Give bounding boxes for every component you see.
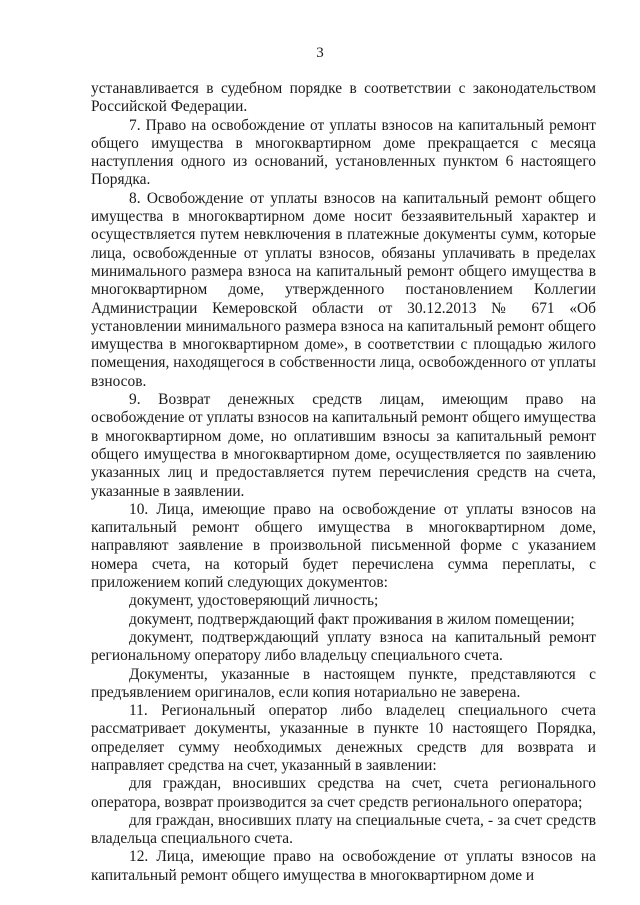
paragraph-clause-11: 11. Региональный оператор либо владелец специального счета рассматривает документы, указанные в пункте 10 настоящего Порядка, определяет сумму необходимых денежных средств для возврата и направляет средства на счет, указанный в заявлении:: [91, 702, 596, 774]
list-item-special-account: для граждан, вносивших плату на специальные счета, - за счет средств владельца специального счета.: [91, 811, 596, 848]
paragraph-continuation: устанавливается в судебном порядке в соответствии с законодательством Российской Федерации.: [91, 80, 596, 116]
list-item-regional-operator: для граждан, вносивших средства на счет, счета регионального оператора, возврат производится за счет средств регионального оператора;: [91, 775, 596, 811]
page-number: 3: [316, 45, 324, 61]
paragraph-clause-7: 7. Право на освобождение от уплаты взносов на капитальный ремонт общего имущества в многоквартирном доме прекращается с месяца наступления одного из оснований, установленных пунктом 6 настоящего Порядка.: [91, 116, 596, 189]
list-item-document-identity: документ, удостоверяющий личность;: [129, 592, 379, 610]
paragraph-documents-originals: Документы, указанные в настоящем пункте, представляются с предъявлением оригиналов, если копия нотариально не заверена.: [91, 665, 596, 701]
document-body: [91, 80, 596, 885]
paragraph-clause-10: 10. Лица, имеющие право на освобождение от уплаты взносов на капитальный ремонт общего имущества в многоквартирном доме, направляют заявление в произвольной письменной форме с указанием номера счета, на который будет перечислена сумма переплаты, с приложением копий следующих документов:: [91, 500, 596, 592]
paragraph-clause-9: 9. Возврат денежных средств лицам, имеющим право на освобождение от уплаты взносов на капитальный ремонт общего имущества в многоквартирном доме, но оплатившим взносы за капитальный ремонт общего имущества в многоквартирном доме, осуществляется по заявлению указанных лиц и предоставляется путем перечисления средств на счета, указанные в заявлении.: [91, 391, 596, 500]
paragraph-clause-8: 8. Освобождение от уплаты взносов на капитальный ремонт общего имущества в многоквартирном доме носит беззаявительный характер и осуществляется путем невключения в платежные документы сумм, которые лица, освобожденные от уплаты взносов, обязаны уплачивать в пределах минимального размера взноса на капитальный ремонт общего имущества в многоквартирном доме, утвержденного постановлением Коллегии Администрации Кемеровской области от 30.12.2013 № 671 «Об установлении минимального размера взноса на капитальный ремонт общего имущества в многоквартирном доме», в соответствии с площадью жилого помещения, находящегося в собственности лица, освобожденного от уплаты взносов.: [91, 189, 596, 390]
paragraph-clause-12: 12. Лица, имеющие право на освобождение от уплаты взносов на капитальный ремонт общего имущества в многоквартирном доме и: [91, 848, 596, 884]
list-item-document-residence: документ, подтверждающий факт проживания в жилом помещении;: [129, 610, 575, 628]
list-item-document-payment: документ, подтверждающий уплату взноса на капитальный ремонт региональному оператору либо владельцу специального счета.: [91, 628, 596, 665]
